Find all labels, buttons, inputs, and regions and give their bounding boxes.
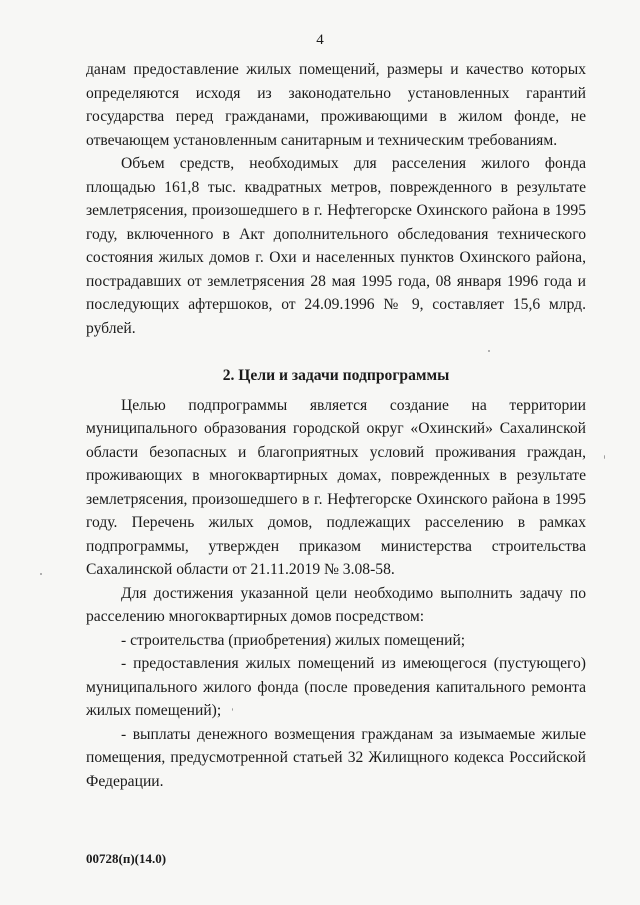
- document-code: 00728(п)(14.0): [86, 851, 167, 866]
- document-body: [86, 58, 586, 793]
- scan-speck: [40, 573, 42, 575]
- list-item-municipal-housing: - предоставления жилых помещений из имеющегося (пустующего) муниципального жилого фонда (после проведения капитального ремонта жилых помещений);: [86, 655, 586, 719]
- page-number: 4: [316, 32, 324, 48]
- scan-speck: [488, 350, 490, 352]
- paragraph-task: Для достижения указанной цели необходимо выполнить задачу по расселению многоквартирных домов посредством:: [86, 584, 586, 625]
- scan-speck: [604, 455, 605, 459]
- paragraph-funding-volume: Объем средств, необходимых для расселения жилого фонда площадью 161,8 тыс. квадратных метров, поврежденного в результате землетрясения, произошедшего в г. Нефтегорске Охинского района в 1995 году, включенного в Акт дополнительного обследования технического состояния жилых домов г. Охи и населенных пунктов Охинского района, пострадавших от землетрясения 28 мая 1995 года, 08 января 1996 года и последующих афтершоков, от 24.09.1996 № 9, составляет 15,6 млрд. рублей.: [86, 155, 586, 337]
- paragraph-goal: Целью подпрограммы является создание на территории муниципального образования городской округ «Охинский» Сахалинской области безопасных и благоприятных условий проживания граждан, проживающих в многоквартирных домах, поврежденных в результате землетрясения, произошедшего в г. Нефтегорске Охинского района в 1995 году. Перечень жилых домов, подлежащих расселению в рамках подпрограммы, утвержден приказом министерства строительства Сахалинской области от 21.11.2019 № 3.08-58.: [86, 396, 586, 578]
- list-item-construction: - строительства (приобретения) жилых помещений;: [121, 631, 466, 649]
- paragraph-continuation: данам предоставление жилых помещений, размеры и качество которых определяются исходя из законодательно установленных гарантий государства перед гражданами, проживающими в жилом фонде, не отвечающем установленным санитарным и техническим требованиям.: [86, 61, 586, 149]
- scan-speck: [232, 708, 233, 711]
- list-item-compensation: - выплаты денежного возмещения гражданам за изымаемые жилые помещения, предусмотренной статьей 32 Жилищного кодекса Российской Федерации.: [86, 725, 586, 790]
- section-heading: 2. Цели и задачи подпрограммы: [222, 367, 450, 384]
